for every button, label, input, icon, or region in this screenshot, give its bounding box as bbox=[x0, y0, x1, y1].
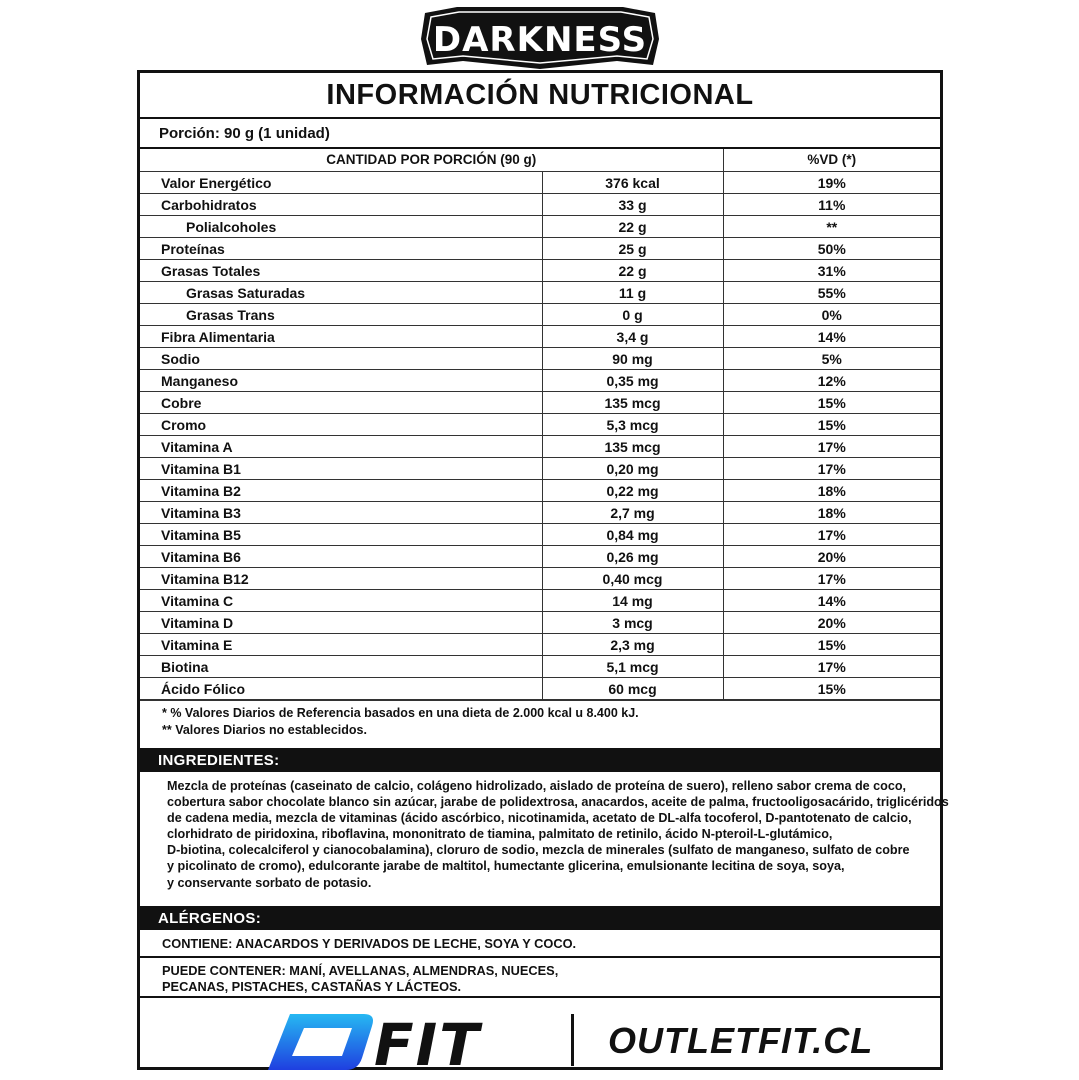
nutrient-row bbox=[140, 348, 940, 370]
footnote-reference: * % Valores Diarios de Referencia basados en una dieta de 2.000 kcal u 8.400 kJ. bbox=[162, 706, 639, 720]
nutrient-vd: 15% bbox=[723, 634, 940, 656]
nutrient-row bbox=[140, 216, 940, 238]
nutrient-name: Polialcoholes bbox=[140, 216, 542, 238]
logo-fit-text: FIT bbox=[374, 1012, 481, 1072]
nutrient-vd: 50% bbox=[723, 238, 940, 260]
nutrient-vd: 15% bbox=[723, 392, 940, 414]
nutrient-row bbox=[140, 282, 940, 304]
nutrient-name: Grasas Trans bbox=[140, 304, 542, 326]
nutrient-vd: 12% bbox=[723, 370, 940, 392]
header-vd: %VD (*) bbox=[723, 149, 940, 172]
nutrient-name: Proteínas bbox=[140, 238, 542, 260]
nutrient-amount: 0,35 mg bbox=[542, 370, 723, 392]
nutrient-row bbox=[140, 238, 940, 260]
allergens-heading: ALÉRGENOS: bbox=[140, 906, 940, 930]
footnotes bbox=[140, 700, 940, 748]
nutrient-vd: 17% bbox=[723, 524, 940, 546]
nutrient-name: Manganeso bbox=[140, 370, 542, 392]
header-amount: CANTIDAD POR PORCIÓN (90 g) bbox=[140, 149, 723, 172]
website-url: OUTLETFIT.CL bbox=[608, 1020, 874, 1061]
label-footer bbox=[140, 998, 940, 1080]
nutrient-vd: 17% bbox=[723, 568, 940, 590]
nutrient-name: Vitamina E bbox=[140, 634, 542, 656]
allergens-may-contain bbox=[140, 958, 940, 998]
logo-wordmark: DARKNESS bbox=[432, 20, 647, 60]
nutrient-row bbox=[140, 568, 940, 590]
nutrient-vd: 17% bbox=[723, 436, 940, 458]
nutrient-name: Biotina bbox=[140, 656, 542, 678]
footnote-not-established: ** Valores Diarios no establecidos. bbox=[162, 723, 367, 737]
nutrition-table-body bbox=[140, 149, 940, 700]
nutrient-row bbox=[140, 656, 940, 678]
nutrient-name: Vitamina B12 bbox=[140, 568, 542, 590]
nutrient-vd: 20% bbox=[723, 546, 940, 568]
nutrient-vd: 17% bbox=[723, 458, 940, 480]
outletfit-logo bbox=[268, 1012, 533, 1072]
nutrient-name: Vitamina B5 bbox=[140, 524, 542, 546]
nutrient-vd: 19% bbox=[723, 172, 940, 194]
nutrient-row bbox=[140, 546, 940, 568]
nutrient-vd: 5% bbox=[723, 348, 940, 370]
nutrient-amount: 11 g bbox=[542, 282, 723, 304]
logo-o-mark bbox=[268, 1014, 373, 1070]
nutrient-name: Sodio bbox=[140, 348, 542, 370]
nutrient-name: Carbohidratos bbox=[140, 194, 542, 216]
nutrient-row bbox=[140, 436, 940, 458]
nutrient-row bbox=[140, 326, 940, 348]
nutrient-amount: 5,3 mcg bbox=[542, 414, 723, 436]
nutrient-amount: 33 g bbox=[542, 194, 723, 216]
nutrition-table-header bbox=[140, 149, 940, 172]
label-title: INFORMACIÓN NUTRICIONAL bbox=[140, 73, 940, 119]
ingredients-text bbox=[140, 772, 949, 906]
nutrient-amount: 0,84 mg bbox=[542, 524, 723, 546]
nutrient-name: Valor Energético bbox=[140, 172, 542, 194]
nutrient-row bbox=[140, 612, 940, 634]
nutrient-vd: 31% bbox=[723, 260, 940, 282]
nutrient-amount: 22 g bbox=[542, 260, 723, 282]
nutrient-name: Fibra Alimentaria bbox=[140, 326, 542, 348]
nutrient-row bbox=[140, 524, 940, 546]
ingredients-line: clorhidrato de piridoxina, riboflavina, mononitrato de tiamina, palmitato de retinilo, ácido N-pteroil-L-glutámico, bbox=[167, 827, 833, 842]
nutrient-amount: 90 mg bbox=[542, 348, 723, 370]
nutrient-row bbox=[140, 634, 940, 656]
nutrient-row bbox=[140, 260, 940, 282]
portion-size: Porción: 90 g (1 unidad) bbox=[140, 119, 940, 149]
nutrient-row bbox=[140, 502, 940, 524]
nutrient-amount: 60 mcg bbox=[542, 678, 723, 700]
nutrient-row bbox=[140, 392, 940, 414]
footer-divider bbox=[571, 1014, 574, 1066]
nutrient-row bbox=[140, 458, 940, 480]
ingredients-line: cobertura sabor chocolate blanco sin azúcar, jarabe de polidextrosa, anacardos, aceite de palma, fructooligosacárido, triglicéridos bbox=[167, 795, 949, 810]
nutrient-row bbox=[140, 480, 940, 502]
nutrient-amount: 2,3 mg bbox=[542, 634, 723, 656]
nutrient-vd: 20% bbox=[723, 612, 940, 634]
nutrient-amount: 14 mg bbox=[542, 590, 723, 612]
nutrient-amount: 135 mcg bbox=[542, 436, 723, 458]
ingredients-line: y conservante sorbato de potasio. bbox=[167, 875, 372, 890]
nutrition-table bbox=[140, 149, 940, 700]
nutrient-amount: 2,7 mg bbox=[542, 502, 723, 524]
nutrient-vd: 14% bbox=[723, 590, 940, 612]
nutrient-name: Vitamina D bbox=[140, 612, 542, 634]
nutrient-amount: 3,4 g bbox=[542, 326, 723, 348]
nutrient-name: Cobre bbox=[140, 392, 542, 414]
nutrient-name: Grasas Saturadas bbox=[140, 282, 542, 304]
nutrient-vd: ** bbox=[723, 216, 940, 238]
nutrient-row bbox=[140, 590, 940, 612]
may-contain-line: PUEDE CONTENER: MANÍ, AVELLANAS, ALMENDRAS, NUECES, bbox=[162, 963, 559, 978]
nutrient-name: Grasas Totales bbox=[140, 260, 542, 282]
nutrient-amount: 0,26 mg bbox=[542, 546, 723, 568]
ingredients-line: y picolinato de cromo), edulcorante jarabe de maltitol, humectante glicerina, emulsionante lecitina de soya, soya, bbox=[167, 859, 845, 874]
nutrient-vd: 0% bbox=[723, 304, 940, 326]
nutrient-vd: 18% bbox=[723, 480, 940, 502]
nutrient-vd: 15% bbox=[723, 678, 940, 700]
nutrient-row bbox=[140, 414, 940, 436]
nutrient-vd: 15% bbox=[723, 414, 940, 436]
nutrition-label bbox=[137, 70, 949, 1072]
nutrient-row bbox=[140, 370, 940, 392]
darkness-brand-logo bbox=[0, 4, 1079, 72]
nutrient-vd: 18% bbox=[723, 502, 940, 524]
nutrient-vd: 17% bbox=[723, 656, 940, 678]
nutrient-amount: 25 g bbox=[542, 238, 723, 260]
nutrient-amount: 135 mcg bbox=[542, 392, 723, 414]
nutrient-amount: 5,1 mcg bbox=[542, 656, 723, 678]
nutrient-name: Vitamina A bbox=[140, 436, 542, 458]
may-contain-line: PECANAS, PISTACHES, CASTAÑAS Y LÁCTEOS. bbox=[162, 979, 462, 994]
nutrient-vd: 55% bbox=[723, 282, 940, 304]
ingredients-heading: INGREDIENTES: bbox=[140, 748, 940, 772]
nutrient-row bbox=[140, 304, 940, 326]
ingredients-line: D-biotina, colecalciferol y cianocobalamina), cloruro de sodio, mezcla de minerales (sulfato de manganeso, sulfato de cobre bbox=[167, 843, 910, 858]
nutrient-amount: 0,22 mg bbox=[542, 480, 723, 502]
nutrient-vd: 14% bbox=[723, 326, 940, 348]
nutrient-name: Vitamina B2 bbox=[140, 480, 542, 502]
nutrient-amount: 0,40 mcg bbox=[542, 568, 723, 590]
nutrient-vd: 11% bbox=[723, 194, 940, 216]
nutrient-name: Cromo bbox=[140, 414, 542, 436]
nutrient-name: Vitamina B3 bbox=[140, 502, 542, 524]
nutrient-amount: 0 g bbox=[542, 304, 723, 326]
nutrient-row bbox=[140, 194, 940, 216]
nutrient-name: Vitamina C bbox=[140, 590, 542, 612]
nutrient-row bbox=[140, 678, 940, 700]
nutrient-name: Vitamina B1 bbox=[140, 458, 542, 480]
nutrient-amount: 0,20 mg bbox=[542, 458, 723, 480]
ingredients-line: Mezcla de proteínas (caseinato de calcio, colágeno hidrolizado, aislado de proteína de suero), relleno sabor crema de coco, bbox=[167, 779, 907, 793]
darkness-logo-badge bbox=[417, 5, 663, 71]
nutrient-amount: 376 kcal bbox=[542, 172, 723, 194]
allergens-contains: CONTIENE: ANACARDOS Y DERIVADOS DE LECHE, SOYA Y COCO. bbox=[140, 930, 940, 958]
nutrient-amount: 3 mcg bbox=[542, 612, 723, 634]
nutrient-row bbox=[140, 172, 940, 194]
ingredients-line: de cadena media, mezcla de vitaminas (ácido ascórbico, nicotinamida, acetato de DL-alfa tocoferol, D-pantotenato de calcio, bbox=[167, 811, 912, 826]
nutrient-name: Vitamina B6 bbox=[140, 546, 542, 568]
nutrient-amount: 22 g bbox=[542, 216, 723, 238]
nutrient-name: Ácido Fólico bbox=[140, 678, 542, 700]
